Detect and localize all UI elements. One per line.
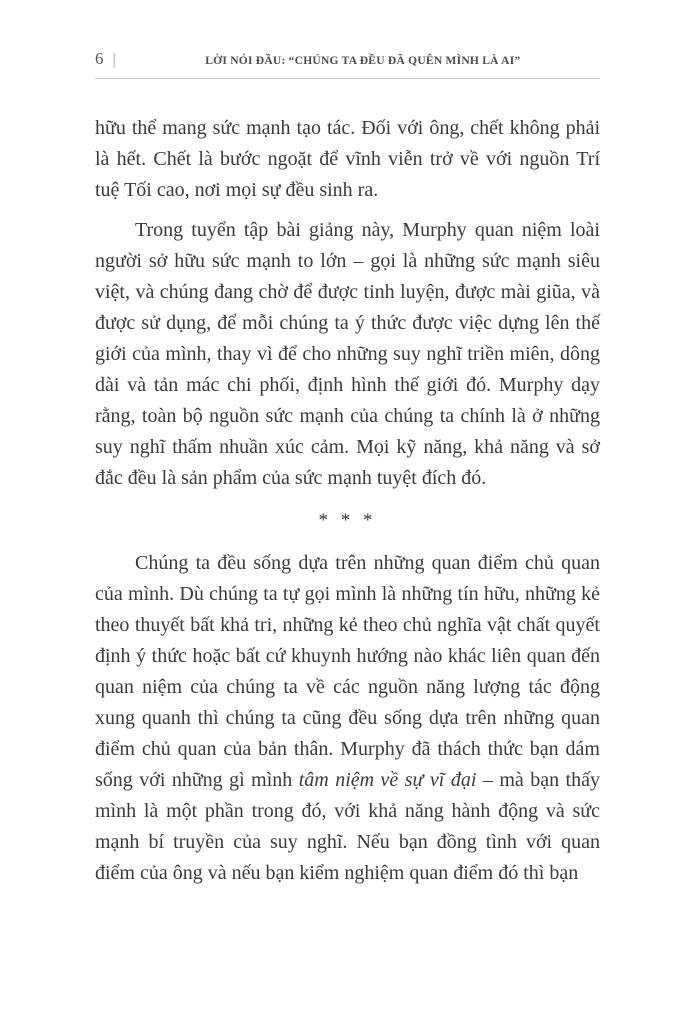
page-body [95,113,600,889]
paragraph-text: Chúng ta đều sống dựa trên những quan điểm chủ quan của mình. Dù chúng ta tự gọi mình là những tín hữu, những kẻ theo thuyết bất khả tri, những kẻ theo chủ nghĩa vật chất quyết định ý thức hoặc bất cứ khuynh hướng nào khác liên quan đến quan niệm của chúng ta về các nguồn năng lượng tác động xung quanh thì chúng ta cũng đều sống dựa trên những quan điểm chủ quan của bản thân. Murphy đã thách thức bạn dám sống với những gì mình [95,552,600,791]
header-rule [95,78,600,79]
page-number: 6 [95,49,104,68]
paragraph-text: – mà bạn thấy mình là một phần trong đó, với khả năng hành động và sức mạnh bí truyền của suy nghĩ. Nếu bạn đồng tình với quan điểm của ông và nếu bạn kiểm nghiệm quan điểm đó thì bạn [95,769,600,884]
paragraph-continuation: hữu thể mang sức mạnh tạo tác. Đối với ông, chết không phải là hết. Chết là bước ngoặt để vĩnh viễn trở về với nguồn Trí tuệ Tối cao, nơi mọi sự đều sinh ra. [95,117,600,201]
paragraph [95,548,600,889]
paragraph: Trong tuyển tập bài giảng này, Murphy quan niệm loài người sở hữu sức mạnh to lớn – gọi là những sức mạnh siêu việt, và chúng đang chờ để được tinh luyện, được mài giũa, và được sử dụng, để mỗi chúng ta ý thức được việc dựng lên thế giới của mình, thay vì để cho những suy nghĩ triền miên, dông dài và tản mác chi phối, định hình thế giới đó. Murphy dạy rằng, toàn bộ nguồn sức mạnh của chúng ta chính là ở những suy nghĩ thấm nhuần xúc cảm. Mọi kỹ năng, khả năng và sở đắc đều là sản phẩm của sức mạnh tuyệt đích đó. [95,219,600,489]
page-header [95,50,600,68]
running-title: LỜI NÓI ĐẦU: “CHÚNG TA ĐỀU ĐÃ QUÊN MÌNH LÀ AI” [205,55,521,67]
paragraph-italic-text: tâm niệm về sự vĩ đại [298,769,477,791]
section-separator: * * * [318,510,377,531]
header-divider-bar: | [112,51,116,68]
